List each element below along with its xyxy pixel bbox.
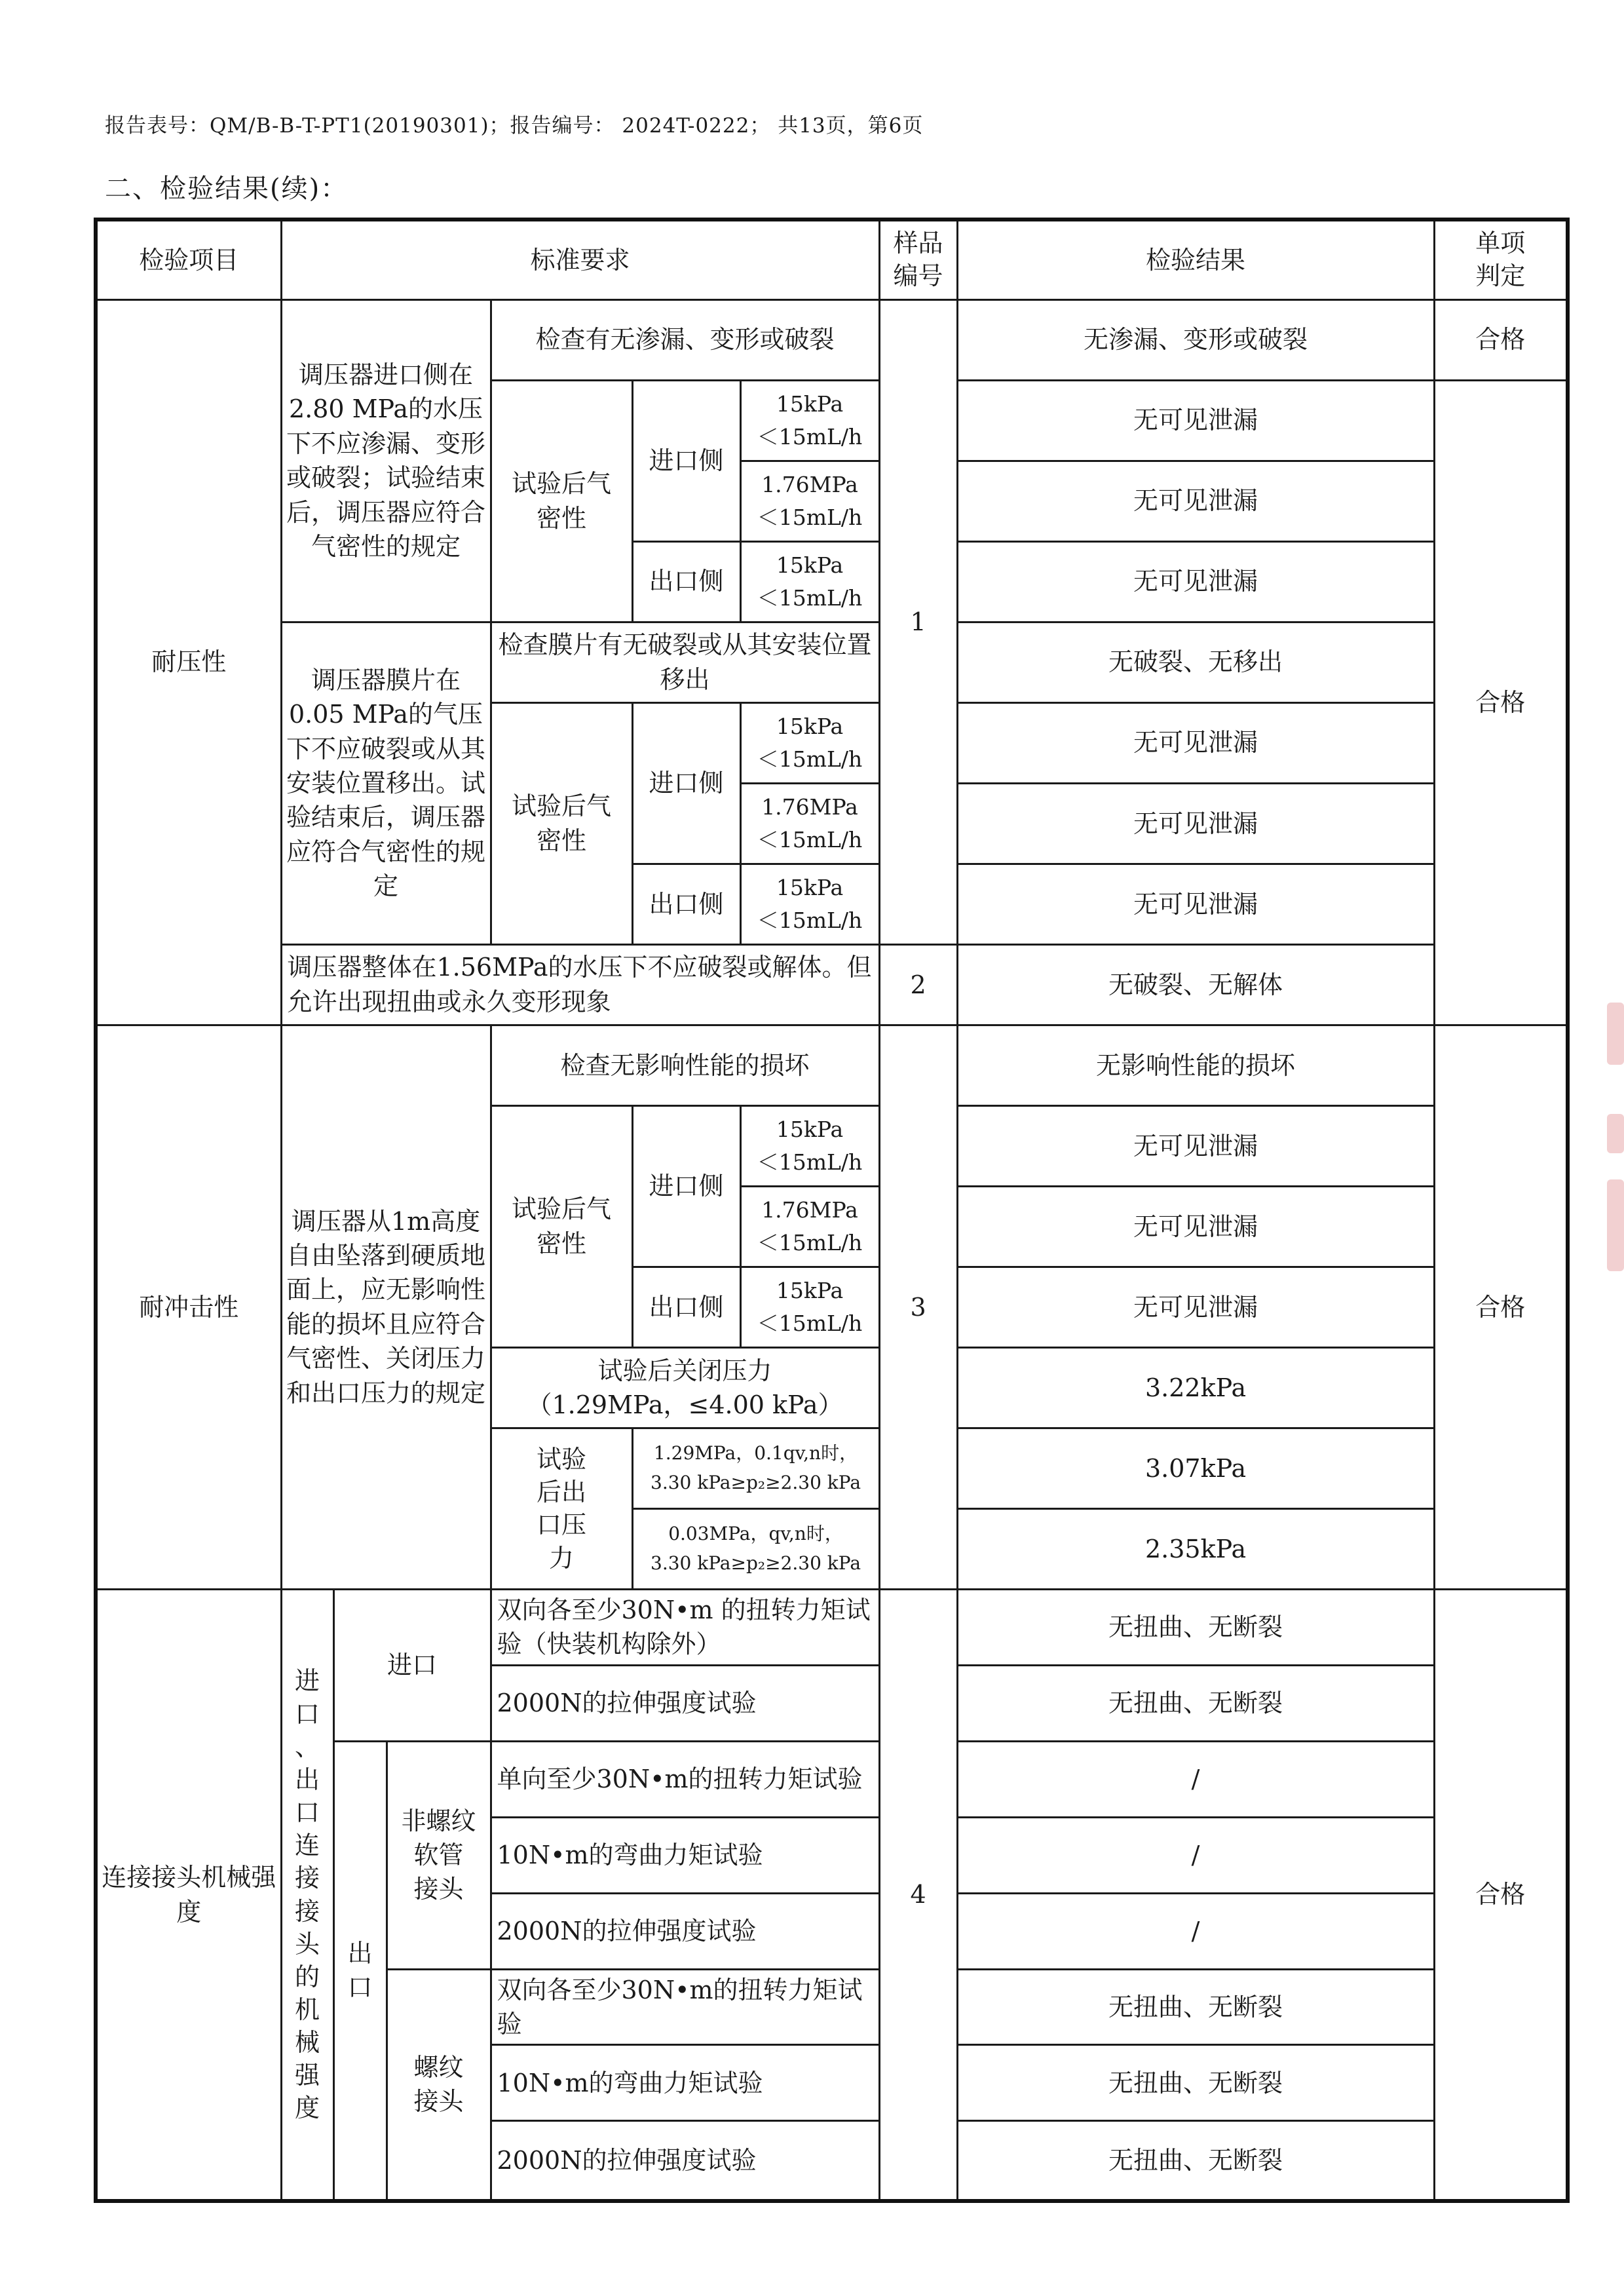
sample-no-3: 3 (879, 1025, 957, 1589)
non-thread-hose-joint: 非螺纹 软管 接头 (387, 1741, 491, 1969)
inlet-side: 进口侧 (632, 702, 740, 864)
seal-fragment (1607, 1003, 1624, 1065)
result-ok: 无扭曲、无断裂 (957, 1590, 1434, 1666)
sample-no-2: 2 (879, 944, 957, 1025)
test-bending: 10N•m的弯曲力矩试验 (491, 1817, 879, 1893)
req-pressure-whole: 调压器整体在1.56MPa的水压下不应破裂或解体。但允许出现扭曲或永久变形现象 (281, 944, 879, 1025)
condition-15kpa: 15kPa ＜15mL/h (740, 864, 879, 944)
header-item: 检验项目 (96, 220, 281, 299)
result-whole: 无破裂、无解体 (957, 944, 1434, 1025)
item-impact: 耐冲击性 (96, 1025, 281, 1589)
tightness-label: 试验后气 密性 (491, 702, 632, 944)
req-impact: 调压器从1m高度自由坠落到硬质地面上，应无影响性能的损坏且应符合气密性、关闭压力和出口压力的规定 (281, 1025, 491, 1589)
result-na: / (957, 1893, 1434, 1969)
closing-pressure: 试验后关闭压力 （1.29MPa，≤4.00 kPa） (491, 1347, 879, 1428)
condition-176mpa: 1.76MPa ＜15mL/h (740, 783, 879, 864)
item-joint: 连接接头机械强度 (96, 1590, 281, 2201)
result-ok: 无扭曲、无断裂 (957, 1665, 1434, 1741)
test-single-torque: 单向至少30N•m的扭转力矩试验 (491, 1741, 879, 1817)
result-no-leak: 无可见泄漏 (957, 1186, 1434, 1267)
seal-fragment (1607, 1179, 1624, 1271)
judge-joint: 合格 (1434, 1590, 1568, 2201)
outlet-pressure-label: 试验 后出 口压 力 (491, 1428, 632, 1589)
check-leak: 检查有无渗漏、变形或破裂 (491, 299, 879, 380)
inspection-results-table (94, 218, 1570, 2203)
header-result: 检验结果 (957, 220, 1434, 299)
seal-fragment (1607, 1114, 1624, 1153)
result-diaphragm: 无破裂、无移出 (957, 622, 1434, 702)
result-no-leak: 无可见泄漏 (957, 702, 1434, 783)
outlet-pressure-condition-2: 0.03MPa，qv,n时， 3.30 kPa≥p₂≥2.30 kPa (632, 1508, 879, 1589)
result-na: / (957, 1741, 1434, 1817)
check-diaphragm: 检查膜片有无破裂或从其安装位置移出 (491, 622, 879, 702)
test-inlet-torque: 双向各至少30N•m 的扭转力矩试验（快装机构除外） (491, 1590, 879, 1666)
header-requirement: 标准要求 (281, 220, 879, 299)
result-outlet-pressure-2: 2.35kPa (957, 1508, 1434, 1589)
result-ok: 无扭曲、无断裂 (957, 2045, 1434, 2121)
check-damage: 检查无影响性能的损坏 (491, 1025, 879, 1105)
result-no-leak: 无可见泄漏 (957, 380, 1434, 461)
test-double-torque: 双向各至少30N•m的扭转力矩试验 (491, 1969, 879, 2045)
joint-outlet: 出口 (333, 1741, 387, 2201)
condition-15kpa: 15kPa ＜15mL/h (740, 1105, 879, 1186)
joint-group-label: 进 口 、 出 口 连 接 接 头 的 机 械 强 度 (281, 1590, 333, 2201)
condition-15kpa: 15kPa ＜15mL/h (740, 1267, 879, 1347)
test-tensile: 2000N的拉伸强度试验 (491, 1893, 879, 1969)
table-row (96, 944, 1568, 1025)
table-row (96, 1025, 1568, 1105)
condition-15kpa: 15kPa ＜15mL/h (740, 380, 879, 461)
condition-15kpa: 15kPa ＜15mL/h (740, 702, 879, 783)
item-pressure: 耐压性 (96, 299, 281, 1025)
header-sample-no: 样品 编号 (879, 220, 957, 299)
result-no-leak: 无可见泄漏 (957, 783, 1434, 864)
outlet-side: 出口侧 (632, 864, 740, 944)
result-ok: 无扭曲、无断裂 (957, 1969, 1434, 2045)
result-ok: 无扭曲、无断裂 (957, 2121, 1434, 2201)
test-bending: 10N•m的弯曲力矩试验 (491, 2045, 879, 2121)
tightness-label: 试验后气 密性 (491, 1105, 632, 1347)
req-pressure-water: 调压器进口侧在2.80 MPa的水压下不应渗漏、变形或破裂；试验结束后，调压器应符合气密性的规定 (281, 299, 491, 622)
inlet-side: 进口侧 (632, 380, 740, 541)
table-row (96, 299, 1568, 380)
judge-pressure: 合格 (1434, 380, 1568, 1025)
sample-no-4: 4 (879, 1590, 957, 2201)
test-tensile: 2000N的拉伸强度试验 (491, 2121, 879, 2201)
tightness-label: 试验后气 密性 (491, 380, 632, 622)
result-outlet-pressure-1: 3.07kPa (957, 1428, 1434, 1508)
outlet-side: 出口侧 (632, 541, 740, 622)
condition-15kpa: 15kPa ＜15mL/h (740, 541, 879, 622)
judge-leak: 合格 (1434, 299, 1568, 380)
sample-no-1: 1 (879, 299, 957, 944)
outlet-side: 出口侧 (632, 1267, 740, 1347)
table-header-row (96, 220, 1568, 299)
result-no-leak: 无可见泄漏 (957, 1267, 1434, 1347)
joint-inlet: 进口 (333, 1590, 491, 1742)
table-row (96, 1590, 1568, 1666)
outlet-pressure-condition-1: 1.29MPa，0.1qv,n时， 3.30 kPa≥p₂≥2.30 kPa (632, 1428, 879, 1508)
result-no-leak: 无可见泄漏 (957, 541, 1434, 622)
result-na: / (957, 1817, 1434, 1893)
inlet-side: 进口侧 (632, 1105, 740, 1267)
result-no-leak: 无可见泄漏 (957, 864, 1434, 944)
test-tensile: 2000N的拉伸强度试验 (491, 1665, 879, 1741)
result-closing-pressure: 3.22kPa (957, 1347, 1434, 1428)
header-judgment: 单项 判定 (1434, 220, 1568, 299)
req-pressure-gas: 调压器膜片在0.05 MPa的气压下不应破裂或从其安装位置移出。试验结束后，调压器应符合气密性的规定 (281, 622, 491, 944)
result-no-leak: 无可见泄漏 (957, 1105, 1434, 1186)
judge-impact: 合格 (1434, 1025, 1568, 1589)
result-leak: 无渗漏、变形或破裂 (957, 299, 1434, 380)
thread-joint: 螺纹 接头 (387, 1969, 491, 2201)
section-title: 二、检验结果(续)： (105, 174, 349, 204)
table-row (96, 622, 1568, 702)
report-header-line: 报告表号：QM/B-B-T-PT1(20190301)；报告编号： 2024T-0222； 共13页，第6页 (105, 114, 924, 138)
result-no-leak: 无可见泄漏 (957, 461, 1434, 541)
condition-176mpa: 1.76MPa ＜15mL/h (740, 1186, 879, 1267)
condition-176mpa: 1.76MPa ＜15mL/h (740, 461, 879, 541)
result-damage: 无影响性能的损坏 (957, 1025, 1434, 1105)
